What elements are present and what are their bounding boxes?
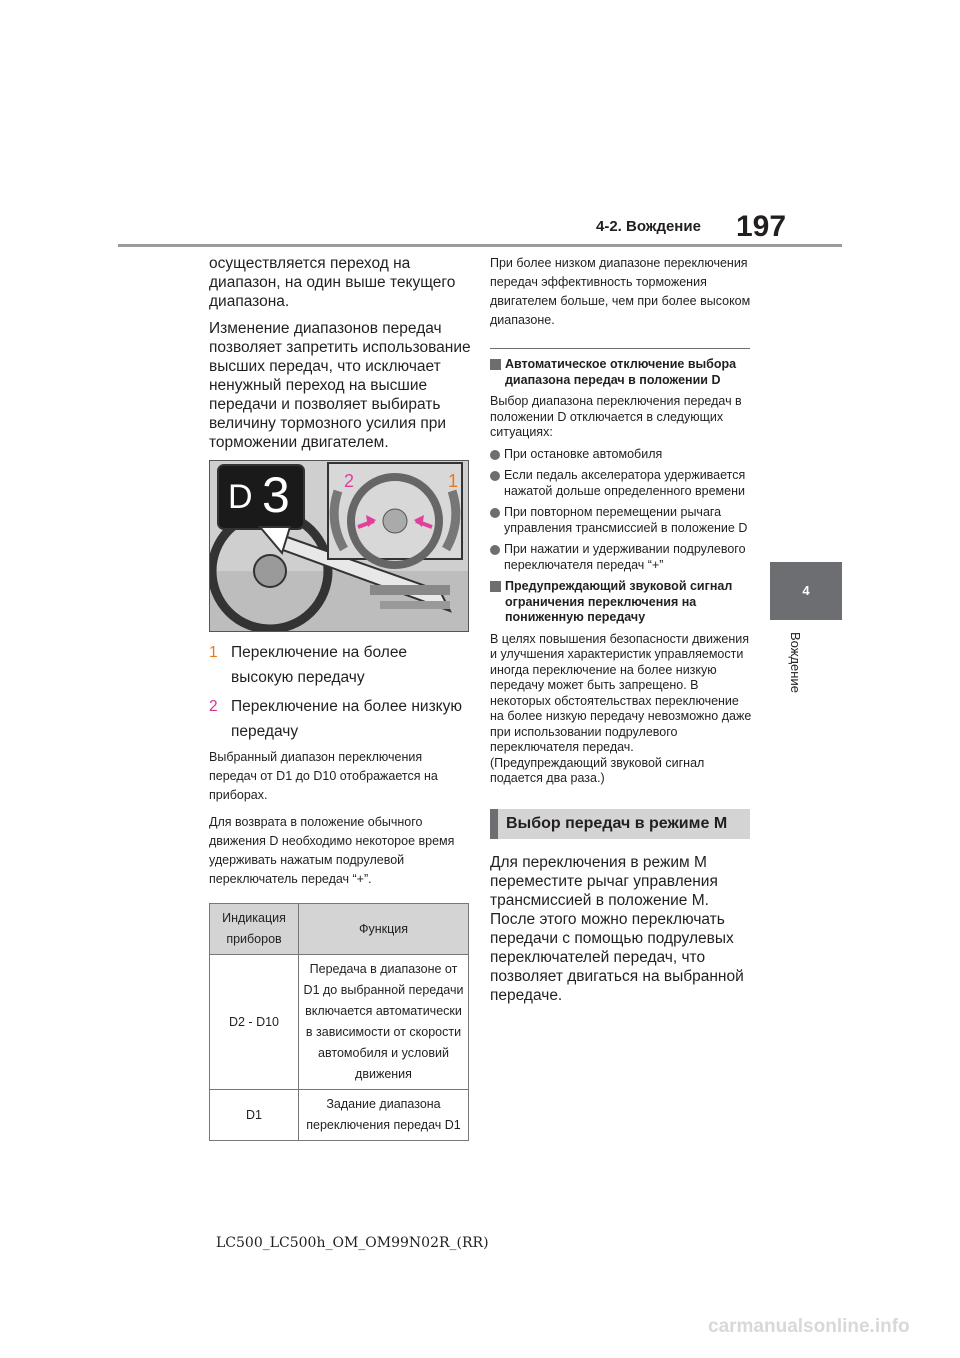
section-label: 4-2. Вождение <box>596 218 701 235</box>
left-paragraph-2: Изменение диапазонов передач позволяет запретить использование высших передач, что исключает ненужный переход на высшие передачи и позволяет выбирать величину тормозного усилия при торможении двигателем. <box>209 320 471 451</box>
item-text: Переключение на более высокую передачу <box>231 644 408 686</box>
left-paragraph-1: осуществляется переход на диапазон, на один выше текущего диапазона. <box>209 255 456 310</box>
display-letter: D <box>228 478 253 516</box>
subheading <box>490 579 752 626</box>
table-row <box>210 1090 469 1141</box>
right-paragraph-1: При более низком диапазоне переключения передач эффективность торможения двигателем больше, чем при более высоком диапазоне. <box>490 256 751 327</box>
bullet-item <box>490 447 752 463</box>
item-number: 1 <box>209 644 218 661</box>
right-column <box>490 254 752 1013</box>
subheading <box>490 357 752 388</box>
bullet-item <box>490 505 752 536</box>
table-cell: Задание диапазона переключения передач D1 <box>299 1090 469 1141</box>
function-table <box>209 903 469 1141</box>
list-item <box>209 694 471 744</box>
figure-label-1: 1 <box>448 471 459 491</box>
footer-code: LC500_LC500h_OM_OM99N02R_(RR) <box>216 1235 489 1251</box>
left-paragraph-4: Для возврата в положение обычного движения D необходимо некоторое время удерживать нажатым подрулевой переключатель передач “+”. <box>209 815 455 886</box>
item-number: 2 <box>209 698 218 715</box>
subheading-text: Предупреждающий звуковой сигнал ограничения переключения на пониженную передачу <box>505 579 733 624</box>
subheading-text: Автоматическое отключение выбора диапазона передач в положении D <box>505 357 737 387</box>
table-header: Функция <box>299 904 469 955</box>
bullet-item <box>490 468 752 499</box>
table-row <box>210 955 469 1090</box>
watermark[interactable]: carmanualsonline.info <box>708 1316 910 1337</box>
section-title: Выбор передач в режиме M <box>490 809 750 839</box>
display-number: 3 <box>262 467 290 523</box>
bullet-item <box>490 542 752 573</box>
bullet-icon <box>490 471 500 481</box>
square-icon <box>490 581 501 592</box>
left-column <box>209 254 471 1141</box>
side-tab: 4 <box>770 562 842 620</box>
divider <box>490 348 750 349</box>
table-cell: D1 <box>210 1090 299 1141</box>
left-paragraph-3: Выбранный диапазон переключения передач от D1 до D10 отображается на приборах. <box>209 750 438 802</box>
table-cell: Передача в диапазоне от D1 до выбранной передачи включается автоматически в зависимости от скорости автомобиля и условий движения <box>299 955 469 1090</box>
right-paragraph-2: Выбор диапазона переключения передач в положении D отключается в следующих ситуациях: <box>490 394 742 439</box>
bullet-icon <box>490 450 500 460</box>
bullet-text: При остановке автомобиля <box>504 446 663 461</box>
bullet-text: При повторном перемещении рычага управления трансмиссией в положение D <box>504 505 748 535</box>
item-text: Переключение на более низкую передачу <box>231 698 463 740</box>
square-icon <box>490 359 501 370</box>
bullet-icon <box>490 508 500 518</box>
list-item <box>209 640 471 690</box>
paddle-shifter-figure <box>209 460 469 632</box>
right-paragraph-3: В целях повышения безопасности движения и улучшения характеристик управляемости иногда переключение на более низкую передачу может быть запрещено. В некоторых обстоятельствах переключение на более низкую передачу невозможно даже при использовании подрулевого переключателя передач. (Предупреждающий звуковой сигнал подается два раза.) <box>490 631 752 785</box>
table-cell: D2 - D10 <box>210 955 299 1090</box>
header-rule <box>118 244 842 247</box>
figure-label-2: 2 <box>344 471 355 491</box>
table-header: Индикация приборов <box>210 904 299 955</box>
right-paragraph-4: Для переключения в режим M переместите рычаг управления трансмиссией в положение M. После этого можно переключать передачи с помощью подрулевых переключателей передач, что позволяет двигаться на выбранной передаче. <box>490 853 744 1004</box>
bullet-icon <box>490 545 500 555</box>
side-tab-text: Вождение <box>788 632 803 693</box>
bullet-text: Если педаль акселератора удерживается нажатой дольше определенного времени <box>504 468 746 498</box>
bullet-text: При нажатии и удерживании подрулевого переключателя передач “+” <box>504 542 746 572</box>
page-number: 197 <box>736 210 787 243</box>
